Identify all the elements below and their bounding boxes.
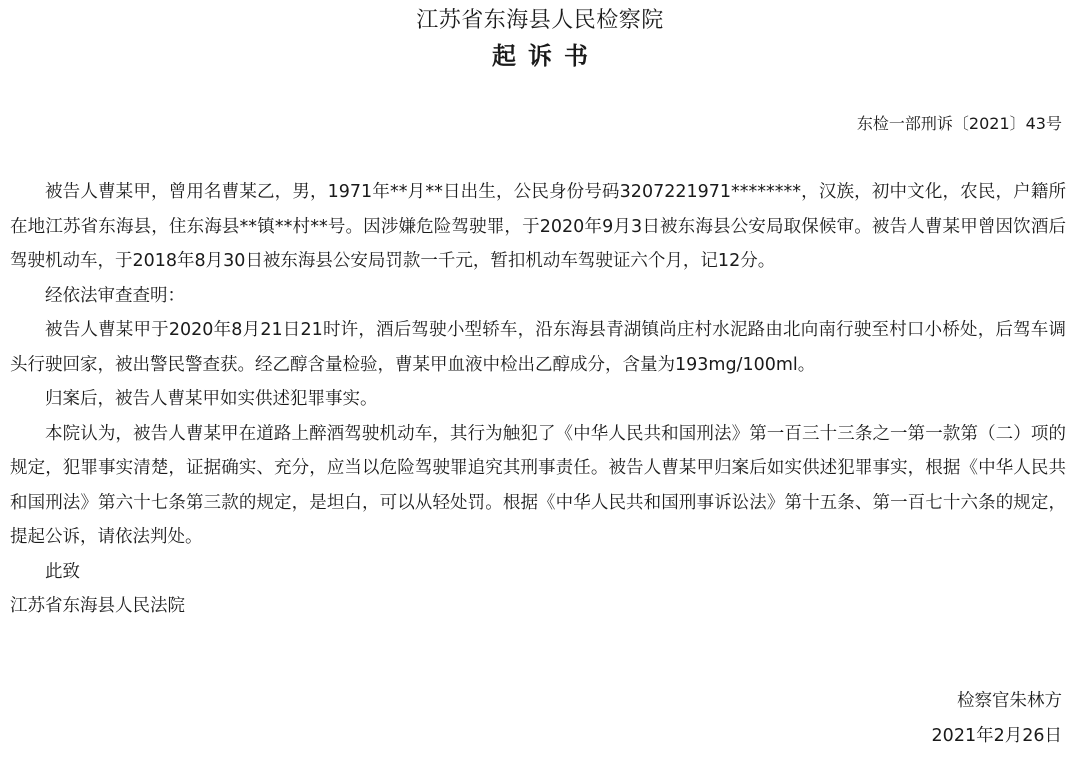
salutation: 此致 (45, 561, 80, 582)
document-number: 东检一部刑诉〔2021〕43号 (856, 114, 1062, 133)
court-opinion-paragraph: 本院认为，被告人曹某甲在道路上醉酒驾驶机动车，其行为触犯了《中华人民共和国刑法》第一百三十三条之一第一款第（二）项的规定，犯罪事实清楚，证据确实、充分，应当以危险驾驶罪追究其刑事责任。被告人曹某甲归案后如实供述犯罪事实，根据《中华人民共和国刑法》第六十七条第三款的规定，是坦白，可以从轻处罚。根据《中华人民共和国刑事诉讼法》第十五条、第一百七十六条的规定，提起公诉，请依法判处。 (10, 423, 1066, 547)
organization-title: 江苏省东海县人民检察院 (416, 8, 664, 33)
facts-paragraph: 被告人曹某甲于2020年8月21日21时许，酒后驾驶小型轿车，沿东海县青湖镇尚庄村水泥路由北向南行驶至村口小桥处，后驾车调头行驶回家，被出警民警查获。经乙醇含量检验，曹某甲血液中检出乙醇成分，含量为193mg/100ml。 (10, 320, 1066, 375)
confession-paragraph: 归案后，被告人曹某甲如实供述犯罪事实。 (45, 389, 378, 409)
signature-date: 2021年2月26日 (931, 725, 1062, 746)
signature-block (932, 684, 1062, 753)
document-body (10, 175, 1066, 624)
document-title: 起诉书 (492, 42, 600, 70)
recipient-court: 江苏省东海县人民法院 (10, 596, 185, 616)
defendant-info-paragraph: 被告人曹某甲，曾用名曹某乙，男，1971年**月**日出生，公民身份号码3207221971********，汉族，初中文化，农民，户籍所在地江苏省东海县，住东海县**镇**村**号。因涉嫌危险驾驶罪，于2020年9月3日被东海县公安局取保候审。被告人曹某甲曾因饮酒后驾驶机动车，于2018年8月30日被东海县公安局罚款一千元，暂扣机动车驾驶证六个月，记12分。 (10, 182, 1066, 271)
prosecutor-signature: 检察官朱林方 (957, 691, 1062, 711)
review-findings-heading: 经依法审查查明： (45, 285, 185, 306)
